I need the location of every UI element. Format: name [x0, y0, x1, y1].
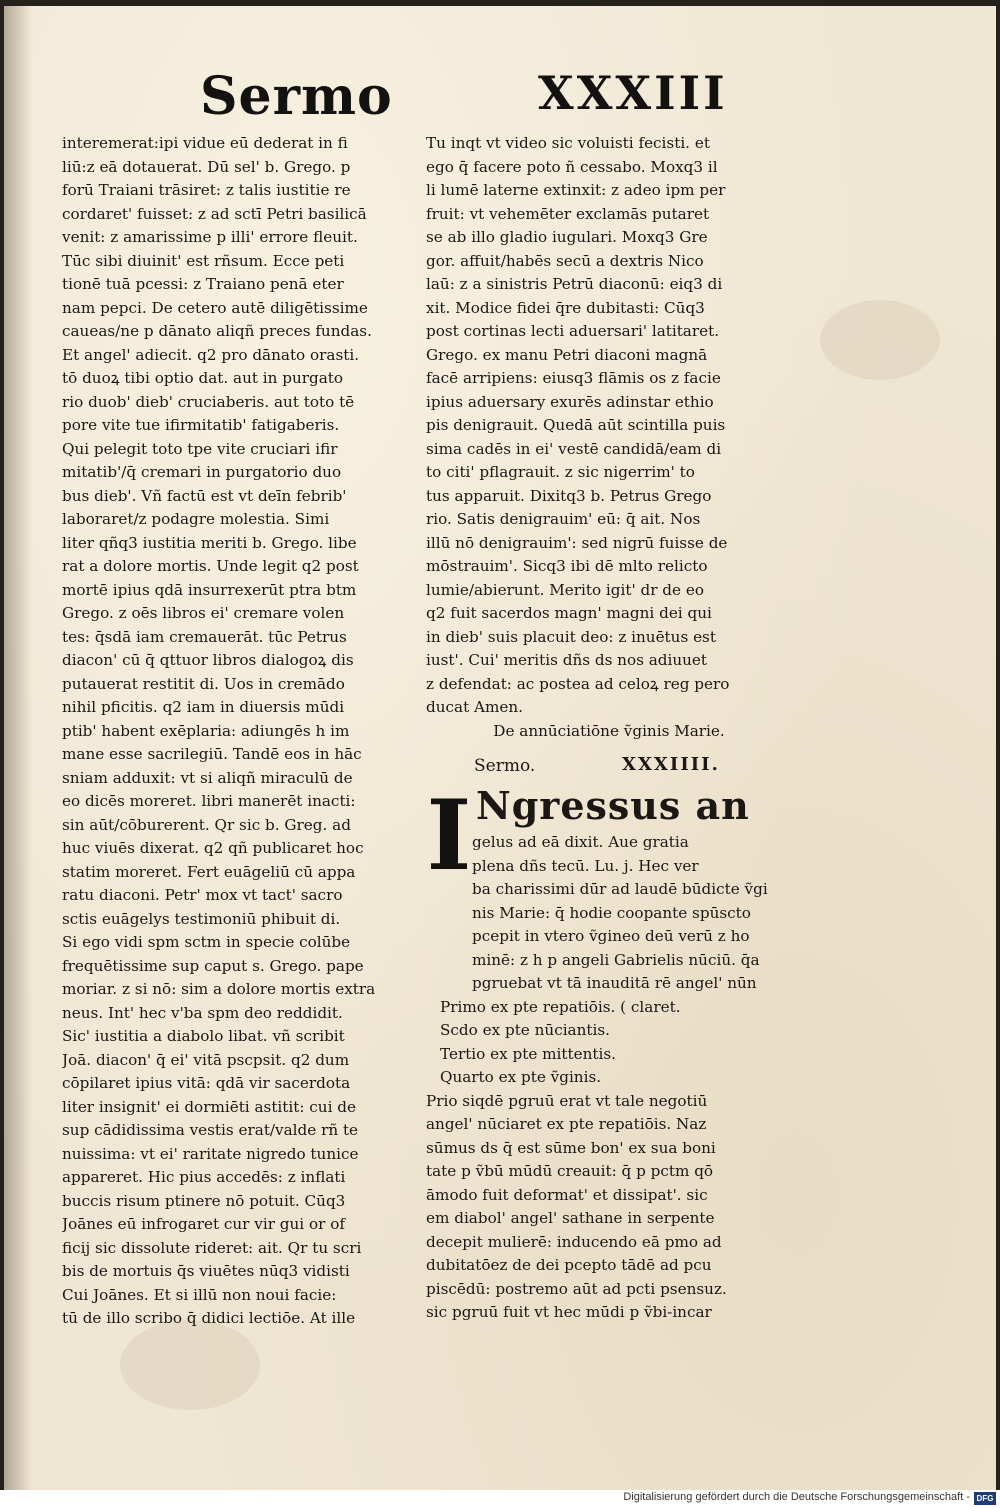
text-line: tionē tuā pcessi: z Traiano penā eter [62, 275, 344, 293]
paper-stain [120, 1320, 260, 1410]
text-line: z defendat: ac postea ad celoꝝ reg pero [426, 674, 730, 693]
text-line: forū Traiani trāsiret: z talis iustitie re [62, 181, 351, 199]
division-item: Scdo ex pte nūciantis. [440, 1021, 610, 1039]
text-line: minē: z h p angeli Gabrielis nūciū. q̄a [472, 950, 760, 969]
text-line: tū de illo scribo q̄ didici lectiōe. At ille [62, 1309, 356, 1327]
text-line: cōpilaret ipius vitā: qdā vir sacerdota [62, 1074, 351, 1092]
right-column-top-text [426, 132, 792, 720]
text-line: appareret. Hic pius accedēs: z inflati [62, 1168, 346, 1186]
text-line: em diabol' angel' sathane in serpente [426, 1209, 715, 1227]
text-line: moriar. z si nō: sim a dolore mortis extra [62, 980, 376, 998]
text-line: rio. Satis denigrauim' eū: q̄ ait. Nos [426, 510, 701, 528]
text-line: mitatib'/q̄ cremari in purgatorio duo [62, 463, 342, 481]
text-line: illū nō denigrauim': sed nigrū fuisse de [426, 533, 728, 552]
text-line: ego q̄ facere poto ñ cessabo. Moxq3 il [426, 157, 718, 176]
text-line: laū: z a sinistris Petrū diaconū: eiq3 di [426, 275, 723, 293]
text-line: Cui Joānes. Et si illū non noui facie: [62, 1285, 337, 1304]
funding-notice: Digitalisierung gefördert durch die Deutsche Forschungsgemeinschaft - [623, 1491, 970, 1503]
text-line: eo dicēs moreret. libri manerēt inacti: [62, 792, 356, 810]
text-line: ptib' habent exēplaria: adiungēs h im [62, 721, 350, 740]
text-line: frequētissime sup caput s. Grego. pape [62, 956, 364, 975]
text-line: ipius aduersary exurēs adinstar ethio [426, 392, 714, 411]
text-line: cordaret' fuisset: z ad sctī Petri basilicā [62, 204, 367, 223]
text-line: decepit mulierē: inducendo eā pmo ad [426, 1232, 722, 1251]
text-beside-initial [426, 831, 792, 996]
right-text-column [426, 132, 792, 1325]
text-line: pcepit in vtero ṽgineo deū verū z ho [472, 927, 750, 945]
division-item: Primo ex pte repatiōis. ( claret. [440, 997, 681, 1016]
text-line: liter insignit' ei dormiēti astitit: cui de [62, 1097, 356, 1116]
text-line: liū:z eā dotauerat. Dū sel' b. Grego. p [62, 157, 351, 176]
gutter-shadow [4, 6, 32, 1490]
text-line: post cortinas lecti aduersari' latitaret. [426, 322, 720, 340]
text-line: sin aūt/cōburerent. Qr sic b. Greg. ad [62, 815, 351, 834]
text-line: laboraret/z podagre molestia. Simi [62, 510, 330, 528]
text-line: Si ego vidi spm sctm in specie colūbe [62, 933, 351, 951]
text-line: diacon' cū q̄ qttuor libros dialogoꝝ dis [62, 651, 354, 669]
text-line: mōstrauim'. Sicq3 ibi dē mlto relicto [426, 557, 708, 575]
right-column-end-text [426, 1090, 792, 1325]
text-line: in dieb' suis placuit deo: z inuētus est [426, 627, 716, 646]
running-head-right: XXXIII [538, 66, 728, 120]
text-line: interemerat:ipi vidue eū dederat in fi [62, 134, 348, 152]
text-line: Qui pelegit toto tpe vite cruciari ifir [62, 439, 338, 458]
text-line: sniam adduxit: vt si aliqñ miraculū de [62, 768, 353, 787]
text-line: tō duoꝝ tibi optio dat. aut in purgato [62, 369, 344, 387]
text-line: Tu inqt vt video sic voluisti fecisti. et [426, 134, 710, 152]
text-line: rio duob' dieb' cruciaberis. aut toto tē [62, 392, 355, 411]
text-line: pore vite tue ifirmitatib' fatigaberis. [62, 416, 340, 434]
sermon-number: XXXIIII. [622, 754, 720, 775]
text-line: buccis risum ptinere nō potuit. Cūq3 [62, 1191, 346, 1210]
text-line: sctis euāgelys testimoniū phibuit di. [62, 909, 341, 928]
text-line: sic pgruū fuit vt hec mūdi p ṽbi-incar [426, 1303, 712, 1321]
text-line: sūmus ds q̄ est sūme bon' ex sua boni [426, 1138, 716, 1157]
running-head-left: Sermo [200, 66, 393, 127]
text-line: lumie/abierunt. Merito igit' dr de eo [426, 580, 704, 599]
text-line: nam pepci. De cetero autē diligētissime [62, 298, 368, 317]
text-line: bis de mortuis q̄s viuētes nūq3 vidisti [62, 1262, 350, 1280]
text-line: angel' nūciaret ex pte repatiōis. Naz [426, 1115, 707, 1133]
text-line: Tūc sibi diuinit' est rñsum. Ecce peti [62, 251, 345, 270]
text-line: āmodo fuit deformat' et dissipat'. sic [426, 1185, 708, 1204]
text-line: gor. affuit/habēs secū a dextris Nico [426, 251, 704, 270]
text-line: tes: q̄sdā iam cremauerāt. tūc Petrus [62, 627, 347, 646]
text-line: Sic' iustitia a diabolo libat. vñ scribit [62, 1027, 345, 1045]
text-line: ba charissimi dūr ad laudē būdicte ṽgi [472, 880, 768, 898]
text-line: rat a dolore mortis. Unde legit q2 post [62, 557, 359, 575]
paper-stain [820, 300, 940, 380]
text-line: gelus ad eā dixit. Aue gratia [472, 833, 689, 851]
text-line: tate p ṽbū mūdū creauit: q̄ p pctm qō [426, 1162, 714, 1180]
section-title: De annūciatiōne ṽginis Marie. [493, 721, 725, 740]
text-line: Et angel' adiecit. q2 pro dānato orasti. [62, 345, 360, 364]
text-line: nis Marie: q̄ hodie coopante spūscto [472, 903, 751, 922]
sermon-label: Sermo. [474, 756, 536, 776]
incipit-text: Ngressus an [476, 783, 750, 828]
text-line: Prio siqdē pgruū erat vt tale negotiū [426, 1091, 708, 1110]
text-line: Joā. diacon' q̄ ei' vitā pscpsit. q2 dum [62, 1050, 350, 1069]
text-line: huc viuēs dixerat. q2 qñ publicaret hoc [62, 839, 364, 857]
text-line: mane esse sacrilegiū. Tandē eos in hāc [62, 745, 362, 763]
text-line: li lumē laterne extinxit: z adeo ipm per [426, 181, 726, 199]
text-line: xit. Modice fidei q̄re dubitasti: Cūq3 [426, 298, 705, 317]
text-line: dubitatōez de dei pcepto tādē ad pcu [426, 1256, 712, 1274]
text-line: tus apparuit. Dixitq3 b. Petrus Grego [426, 486, 712, 505]
left-text-column [62, 132, 418, 1331]
text-line: neus. Int' hec v'ba spm deo reddidit. [62, 1003, 343, 1022]
text-line: putauerat restitit di. Uos in cremādo [62, 674, 345, 693]
text-line: liter qñq3 iustitia meriti b. Grego. libe [62, 533, 357, 552]
text-line: pgruebat vt tā inauditā rē angel' nūn [472, 974, 757, 992]
text-line: to citi' pflagrauit. z sic nigerrim' to [426, 463, 695, 481]
text-line: bus dieb'. Vñ factū est vt deīn febrib' [62, 486, 347, 505]
text-line: ducat Amen. [426, 698, 523, 716]
text-line: plena dñs tecū. Lu. j. Hec ver [472, 856, 699, 875]
text-line: pis denigrauit. Quedā aūt scintilla puis [426, 416, 726, 434]
text-line: Grego. z oēs libros ei' cremare volen [62, 604, 345, 622]
decorated-initial: I [426, 779, 472, 892]
text-line: fruit: vt vehemēter exclamās putaret [426, 204, 710, 223]
text-line: sima cadēs in ei' vestē candidā/eam di [426, 439, 722, 458]
text-line: venit: z amarissime p illi' errore fleuit. [62, 228, 358, 246]
text-line: mortē ipius qdā insurrexerūt ptra btm [62, 580, 357, 599]
dfg-logo: DFG [974, 1492, 996, 1505]
text-line: nihil pficitis. q2 iam in diuersis mūdi [62, 698, 345, 716]
text-line: se ab illo gladio iugulari. Moxq3 Gre [426, 228, 708, 246]
division-item: Tertio ex pte mittentis. [440, 1044, 616, 1063]
sermon-divisions [426, 996, 792, 1090]
text-line: nuissima: vt ei' raritate nigredo tunice [62, 1144, 359, 1163]
division-item: Quarto ex pte ṽginis. [440, 1068, 602, 1086]
sermon-heading [426, 743, 792, 783]
text-line: Grego. ex manu Petri diaconi magnā [426, 345, 708, 364]
text-line: ratu diaconi. Petr' mox vt tact' sacro [62, 886, 343, 904]
text-line: facē arripiens: eiusq3 flāmis os z facie [426, 369, 721, 387]
text-line: sup cādidissima vestis erat/valde rñ te [62, 1121, 359, 1139]
text-line: statim moreret. Fert euāgeliū cū appa [62, 862, 356, 881]
text-line: iust'. Cui' meritis dñs ds nos adiuuet [426, 651, 708, 669]
text-line: ficij sic dissolute rideret: ait. Qr tu scri [62, 1238, 362, 1257]
text-line: Joānes eū infrogaret cur vir gui or of [62, 1215, 345, 1233]
text-line: caueas/ne p dānato aliqñ preces fundas. [62, 322, 372, 340]
text-line: piscēdū: postremo aūt ad pcti psensuz. [426, 1279, 727, 1298]
text-line: q2 fuit sacerdos magn' magni dei qui [426, 604, 712, 622]
